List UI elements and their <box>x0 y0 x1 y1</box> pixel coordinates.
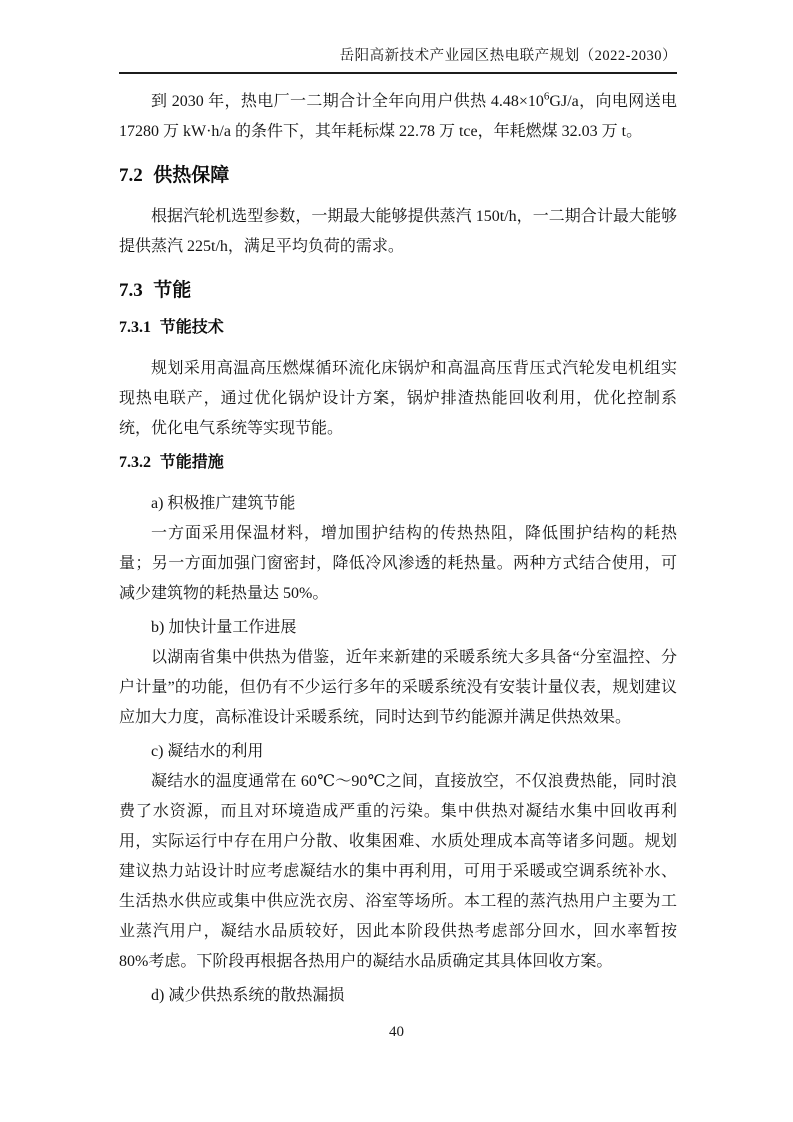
page-footer <box>0 1022 793 1042</box>
section-heading-7-2 <box>119 163 677 189</box>
section-title-7-2: 供热保障 <box>153 165 230 186</box>
list-item-d-label: d) 减少供热系统的散热漏损 <box>151 987 345 1004</box>
section-number-7-3: 7.3 <box>119 280 143 301</box>
list-item-b-body: 以湖南省集中供热为借鉴，近年来新建的采暖系统大多具备“分室温控、分户计量”的功能，但仍有不少运行多年的采暖系统没有安装计量仪表，规划建议应加大力度，高标准设计采暖系统，同时达到节约能源并满足供热效果。 <box>119 649 677 726</box>
subsection-heading-7-3-1 <box>119 317 677 339</box>
superscript-exponent: 6 <box>543 90 550 103</box>
subsection-title-7-3-2: 节能措施 <box>159 454 224 471</box>
list-item-a-label: a) 积极推广建筑节能 <box>151 495 296 512</box>
paragraph-intro-text-1: 到 2030 年，热电厂一二期合计全年向用户供热 4.48×10 <box>151 93 544 110</box>
document-body <box>119 87 677 1011</box>
page-header <box>119 0 677 74</box>
paragraph-intro-text-2: GJ/a，向电网送电 17280 万 kW·h/a 的条件下，其年耗标煤 22.78 万 tce，年耗燃煤 32.03 万 t。 <box>119 93 677 140</box>
subsection-title-7-3-1: 节能技术 <box>159 319 224 336</box>
content-column <box>119 0 677 1011</box>
subsection-number-7-3-1: 7.3.1 <box>119 319 151 336</box>
paragraph-7-3-1: 规划采用高温高压燃煤循环流化床锅炉和高温高压背压式汽轮发电机组实现热电联产，通过优化锅炉设计方案，锅炉排渣热能回收利用，优化控制系统，优化电气系统等实现节能。 <box>119 360 677 437</box>
paragraph-7-2: 根据汽轮机选型参数，一期最大能够提供蒸汽 150t/h，一二期合计最大能够提供蒸汽 225t/h，满足平均负荷的需求。 <box>119 208 677 255</box>
paragraph-intro <box>119 87 677 147</box>
list-item-c-body: 凝结水的温度通常在 60℃～90℃之间，直接放空，不仅浪费热能，同时浪费了水资源，而且对环境造成严重的污染。集中供热对凝结水集中回收再利用，实际运行中存在用户分散、收集困难、水质处理成本高等诸多问题。规划建议热力站设计时应考虑凝结水的集中再利用，可用于采暖或空调系统补水、生活热水供应或集中供应洗衣房、浴室等场所。本工程的蒸汽热用户主要为工业蒸汽用户，凝结水品质较好，因此本阶段供热考虑部分回水，回水率暂按 80%考虑。下阶段再根据各热用户的凝结水品质确定其具体回收方案。 <box>119 773 677 970</box>
list-item-c-label: c) 凝结水的利用 <box>151 743 264 760</box>
subsection-number-7-3-2: 7.3.2 <box>119 454 151 471</box>
subsection-heading-7-3-2 <box>119 452 677 474</box>
section-number-7-2: 7.2 <box>119 165 143 186</box>
section-heading-7-3 <box>119 278 677 304</box>
page-number: 40 <box>389 1024 404 1040</box>
header-title: 岳阳高新技术产业园区热电联产规划（2022-2030） <box>339 48 677 64</box>
list-item-a-body: 一方面采用保温材料，增加围护结构的传热热阻，降低围护结构的耗热量；另一方面加强门窗密封，降低冷风渗透的耗热量。两种方式结合使用，可减少建筑物的耗热量达 50%。 <box>119 525 677 602</box>
section-title-7-3: 节能 <box>153 280 192 301</box>
list-item-b-label: b) 加快计量工作进展 <box>151 619 297 636</box>
